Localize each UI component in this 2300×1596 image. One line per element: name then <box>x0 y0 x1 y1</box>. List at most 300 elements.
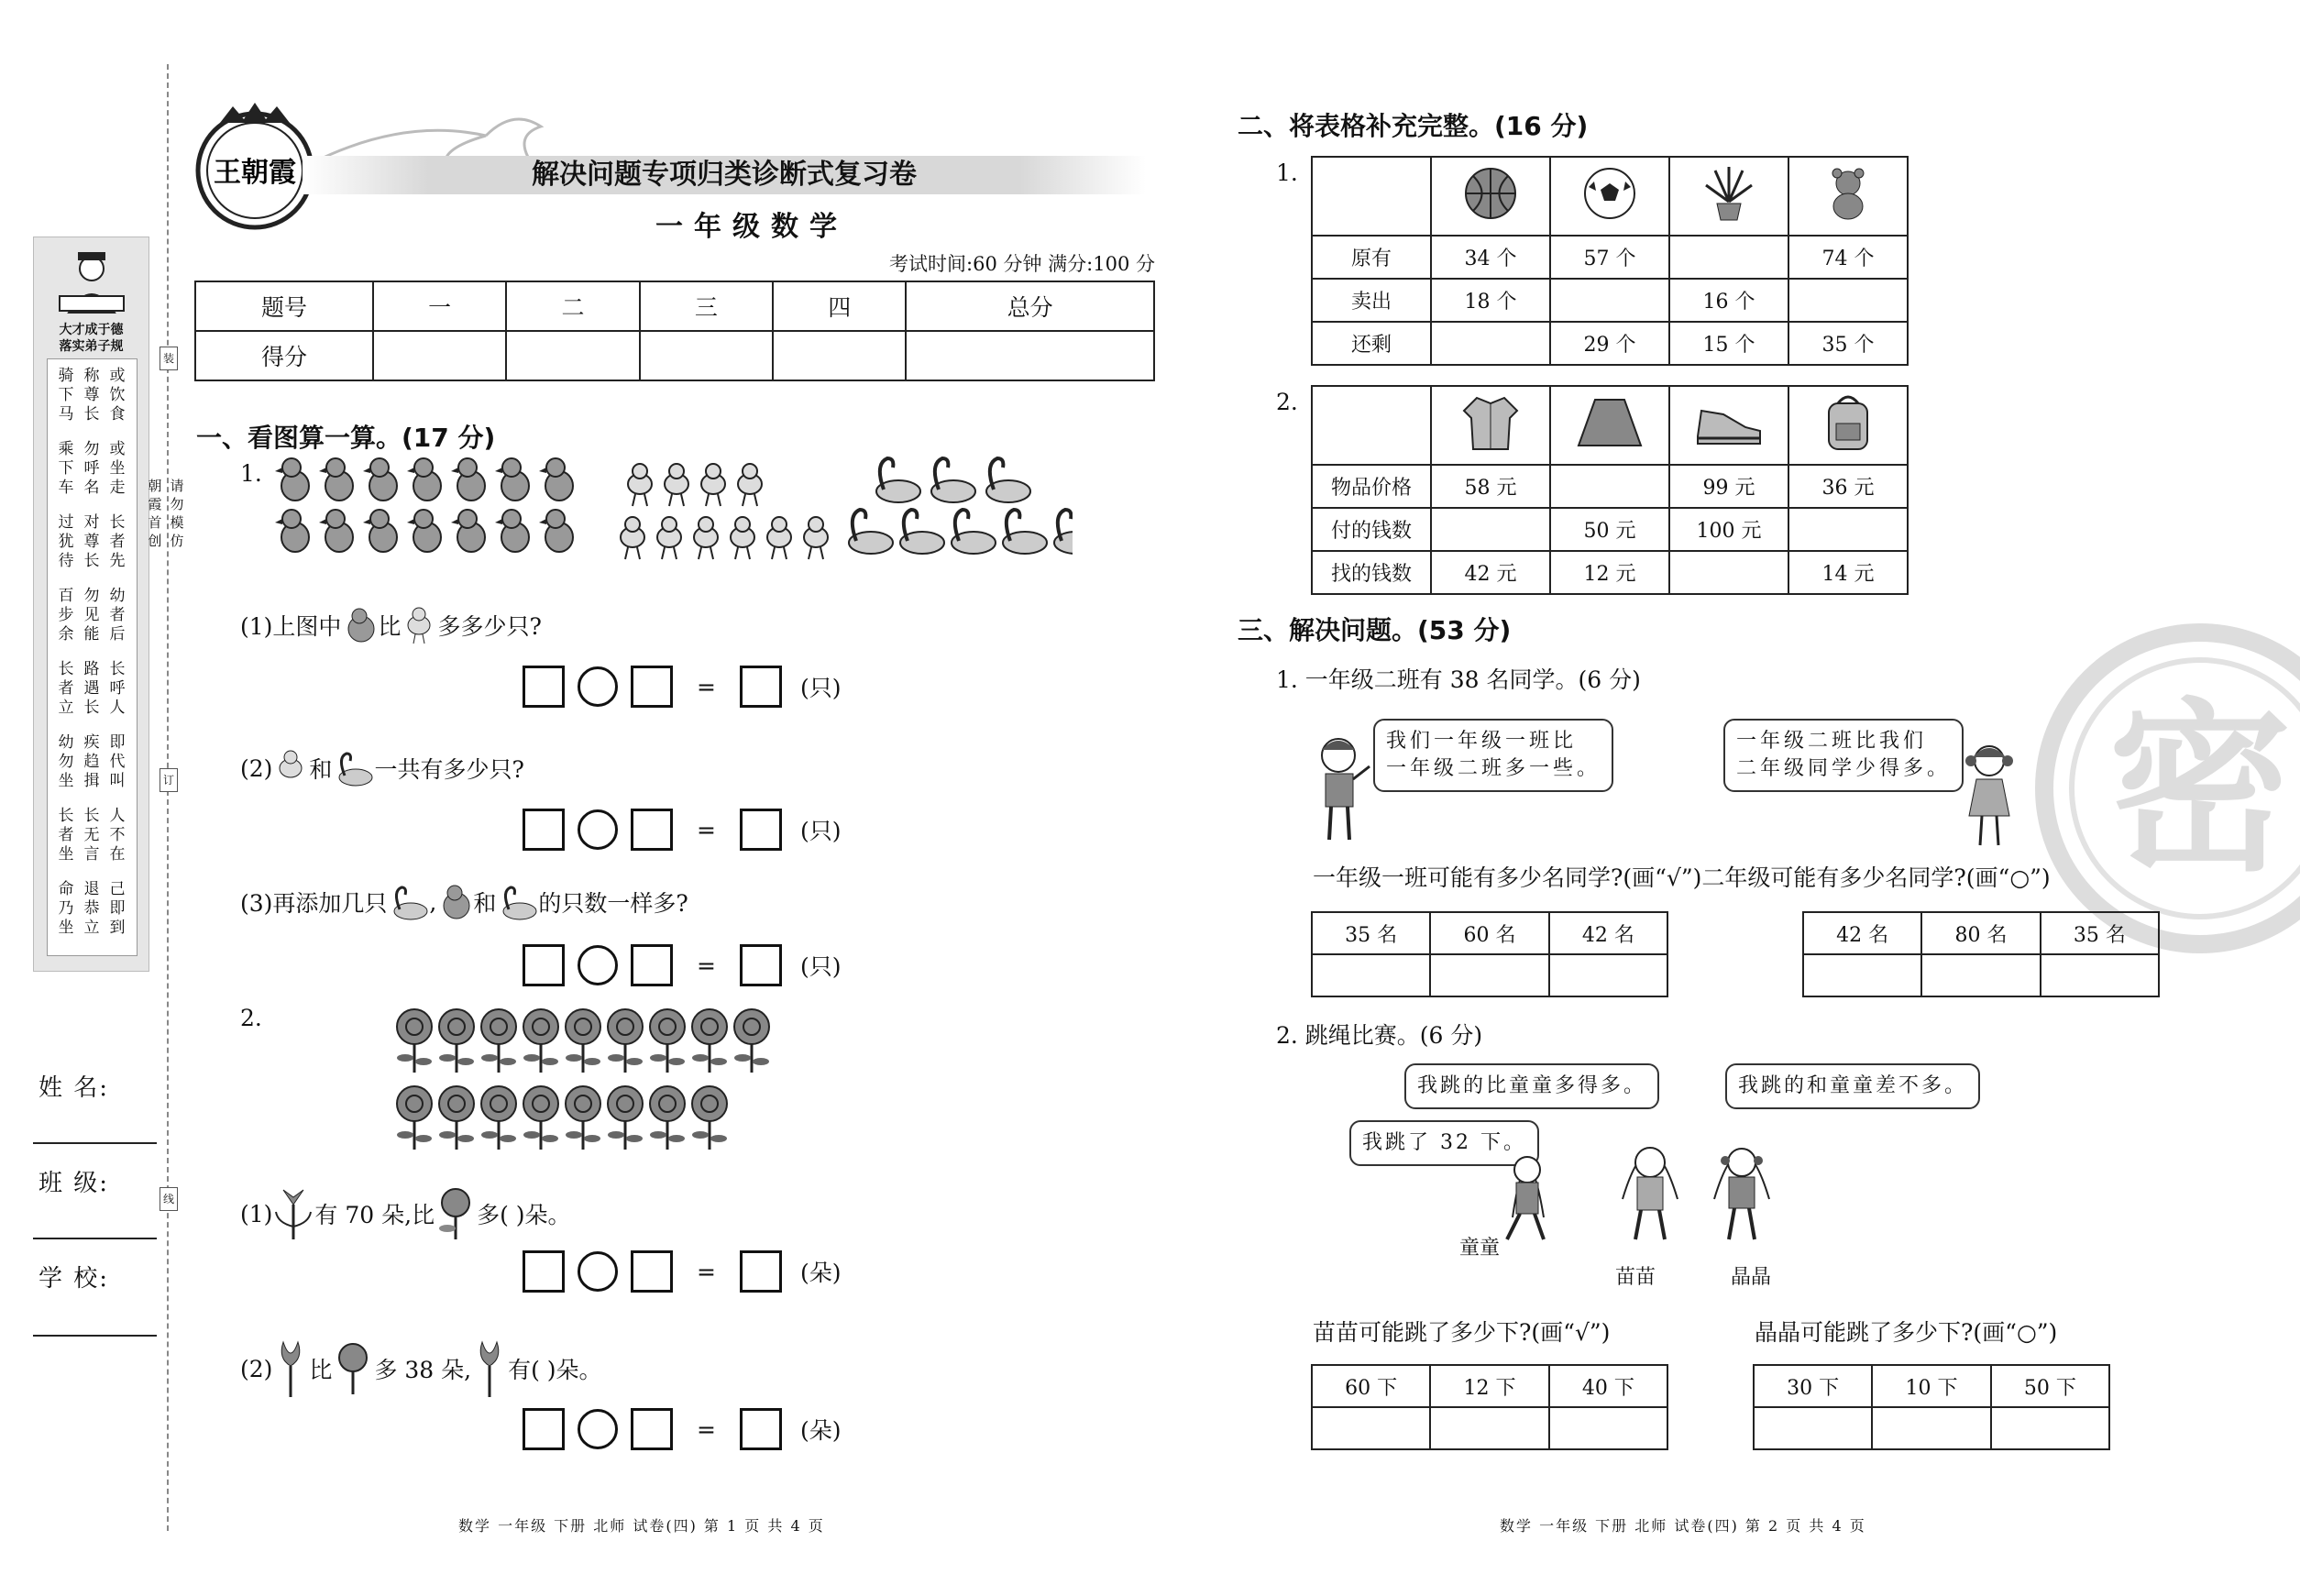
question-text: , <box>429 888 437 916</box>
maxim-char: 坐 <box>58 772 74 790</box>
name-tongtong: 童童 <box>1459 1237 1501 1260</box>
option-cell: 10 下 <box>1872 1365 1990 1407</box>
operator-circle[interactable] <box>578 1409 618 1449</box>
swan-icon <box>931 458 975 502</box>
maxim-char: 步 <box>58 606 74 624</box>
chick-icon <box>539 458 573 501</box>
table-cell[interactable] <box>1788 508 1908 551</box>
notice-char: 勿 <box>170 496 184 512</box>
maxim-char: 退 <box>83 880 100 898</box>
question-text: 比 <box>378 613 402 640</box>
maxim-char: 饮 <box>109 386 126 404</box>
maxim-column <box>81 367 103 424</box>
maxim-char: 立 <box>83 919 100 937</box>
table-cell: 14 元 <box>1788 551 1908 594</box>
duckling-icon <box>272 748 309 788</box>
duckling-icon <box>701 464 725 506</box>
jump-count-table-2 <box>1753 1364 2110 1450</box>
maxim-char: 恭 <box>83 899 100 918</box>
rose-icon <box>566 1086 600 1150</box>
maxim-column <box>55 513 77 571</box>
swan-icon <box>387 882 429 922</box>
maxim-char: 言 <box>83 845 100 864</box>
question-text: 和 <box>309 756 333 783</box>
table-cell[interactable] <box>1431 508 1550 551</box>
maxim-char: 勿 <box>83 440 100 458</box>
score-header-cell: 三 <box>640 281 773 331</box>
motto <box>38 322 145 355</box>
row-label: 卖出 <box>1312 279 1431 322</box>
bubble-line: 一年级二班比我们 <box>1736 730 1928 753</box>
rose-icon <box>734 1009 769 1073</box>
row-label: 找的钱数 <box>1312 551 1431 594</box>
table-cell: 36 元 <box>1788 465 1908 508</box>
swan-icon <box>1003 510 1047 554</box>
table-cell[interactable] <box>1431 322 1550 365</box>
rose-icon <box>439 1009 474 1073</box>
question-text: 多多少只? <box>437 613 542 640</box>
school-label: 学 校: <box>39 1265 110 1293</box>
maxim-char: 见 <box>83 606 100 624</box>
maxim-column <box>81 807 103 864</box>
maxims-panel <box>47 358 138 956</box>
chick-icon <box>363 510 397 552</box>
maxim-char: 勿 <box>58 753 74 771</box>
table-cell: 16 个 <box>1669 279 1788 322</box>
maxim-char: 长 <box>83 807 100 825</box>
section3-title: 三、解决问题。(53 分) <box>1238 615 1512 645</box>
maxim-char: 能 <box>83 625 100 644</box>
maxim-column <box>106 733 128 791</box>
notice-char: 朝 <box>148 478 162 494</box>
rose-icon <box>439 1086 474 1150</box>
problem-number: 1. <box>240 460 262 487</box>
option-cell: 42 名 <box>1549 912 1667 954</box>
score-input-cell[interactable] <box>506 331 639 380</box>
maxim-char: 勿 <box>83 587 100 605</box>
backpack-icon <box>1816 391 1880 455</box>
motto-line: 大才成于德 <box>59 323 124 337</box>
maxim-char: 坐 <box>58 845 74 864</box>
option-cell: 35 名 <box>2041 912 2159 954</box>
maxim-char: 乘 <box>58 440 74 458</box>
maxim-char: 幼 <box>109 587 126 605</box>
fold-mark: 线 <box>160 1187 178 1211</box>
mark-cell[interactable] <box>1803 954 1921 996</box>
maxim-char: 长 <box>109 513 126 532</box>
item-cell <box>1788 386 1908 465</box>
score-header-cell: 二 <box>506 281 639 331</box>
answer-box[interactable] <box>740 1250 782 1293</box>
chick-icon <box>275 458 309 501</box>
answer-box[interactable] <box>740 809 782 851</box>
maxim-char: 或 <box>109 440 126 458</box>
mark-cell[interactable] <box>1991 1407 2109 1449</box>
table-cell[interactable] <box>1669 551 1788 594</box>
equals-sign: = <box>697 1415 716 1443</box>
table-cell: 58 元 <box>1431 465 1550 508</box>
question-2-1 <box>240 1186 571 1241</box>
table-cell: 15 个 <box>1669 322 1788 365</box>
question-text: 有 70 朵,比 <box>314 1202 435 1228</box>
rose-icon <box>481 1086 516 1150</box>
maxim-column <box>106 513 128 571</box>
mark-cell[interactable] <box>1754 1407 1872 1449</box>
maxim-char: 者 <box>109 606 126 624</box>
item-cell <box>1431 386 1550 465</box>
chick-icon <box>495 458 529 501</box>
question-text: 有( )朵。 <box>508 1357 602 1383</box>
notice-char: 仿 <box>170 533 184 549</box>
maxim-char: 长 <box>83 699 100 717</box>
table-cell[interactable] <box>1550 279 1669 322</box>
question-text: 比 <box>309 1357 333 1383</box>
swan-icon <box>900 510 944 554</box>
table-cell: 100 元 <box>1669 508 1788 551</box>
maxim-char: 立 <box>58 699 74 717</box>
question-2-2 <box>240 1338 602 1399</box>
swan-icon <box>952 510 996 554</box>
logo-text: 王朝霞 <box>214 157 296 189</box>
rose-icon <box>397 1009 432 1073</box>
operator-circle[interactable] <box>578 666 618 707</box>
name-label: 姓 名: <box>39 1074 110 1102</box>
problem-number: 2. <box>240 1005 262 1031</box>
maxim-column <box>81 660 103 718</box>
maxim-column <box>55 880 77 938</box>
mark-cell[interactable] <box>1312 954 1430 996</box>
maxim-column <box>106 807 128 864</box>
skirt-icon <box>1573 391 1646 455</box>
option-cell: 60 名 <box>1430 912 1548 954</box>
question-1-1 <box>240 605 542 645</box>
maxim-char: 者 <box>109 533 126 551</box>
duckling-icon <box>665 464 688 506</box>
table-2 <box>1311 385 1909 595</box>
rose-icon <box>435 1186 477 1241</box>
duckling-icon <box>657 517 681 559</box>
answer-box[interactable] <box>631 944 673 986</box>
option-cell: 60 下 <box>1312 1365 1430 1407</box>
fold-mark: 装 <box>160 347 178 370</box>
tulip-icon <box>471 1338 508 1399</box>
rose-icon <box>566 1009 600 1073</box>
question-text: 的只数一样多? <box>538 890 688 917</box>
maxim-char: 即 <box>109 899 126 918</box>
maxim-char: 车 <box>58 479 74 497</box>
notice-char: 创 <box>148 533 162 549</box>
unit-label: (朵) <box>799 1417 842 1444</box>
swan-icon <box>876 458 920 502</box>
maxim-column <box>55 733 77 791</box>
unit-label: (只) <box>799 675 842 701</box>
section1-title: 一、看图算一算。(17 分) <box>196 423 496 453</box>
page-subtitle: 一年级数学 <box>655 211 848 243</box>
maxim-char: 人 <box>109 807 126 825</box>
sidebar-strip <box>33 237 149 972</box>
table-cell: 74 个 <box>1788 236 1908 279</box>
mark-cell[interactable] <box>1872 1407 1990 1449</box>
maxim-column <box>55 587 77 644</box>
chick-icon <box>539 510 573 552</box>
score-input-cell[interactable] <box>373 331 506 380</box>
maxim-column <box>106 440 128 498</box>
option-cell: 42 名 <box>1803 912 1921 954</box>
girl-illustration <box>1956 739 2020 849</box>
score-header-cell: 总分 <box>906 281 1154 331</box>
option-cell: 30 下 <box>1754 1365 1872 1407</box>
mark-cell[interactable] <box>1549 954 1667 996</box>
score-table <box>194 281 1155 381</box>
duckling-icon <box>767 517 791 559</box>
row-label: 原有 <box>1312 236 1431 279</box>
maxim-char: 在 <box>109 845 126 864</box>
maxim-char: 遇 <box>83 679 100 698</box>
answer-box[interactable] <box>631 1250 673 1293</box>
name-field[interactable] <box>33 1142 157 1144</box>
class-size-table-1 <box>1311 911 1668 997</box>
chick-icon <box>363 458 397 501</box>
footer-left: 数学 一年级 下册 北师 试卷(四) 第 1 页 共 4 页 <box>458 1517 825 1535</box>
equation-row <box>523 666 841 708</box>
mark-cell[interactable] <box>1549 1407 1667 1449</box>
notice-char: 模 <box>170 514 184 531</box>
maxim-char: 百 <box>58 587 74 605</box>
duckling-icon <box>401 605 437 645</box>
equals-sign: = <box>697 1258 716 1285</box>
option-cell: 50 下 <box>1991 1365 2109 1407</box>
question-text: 一共有多少只? <box>374 756 524 783</box>
duckling-icon <box>804 517 828 559</box>
chick-icon <box>451 510 485 552</box>
question-text: 多( )朵。 <box>477 1202 571 1228</box>
chick-icon <box>319 510 353 552</box>
lily-icon <box>272 1186 314 1241</box>
rose-icon <box>692 1086 727 1150</box>
table-cell: 57 个 <box>1550 236 1669 279</box>
speech-bubble-girl <box>1723 719 1964 792</box>
maxim-char: 呼 <box>109 679 126 698</box>
equation-row <box>523 1250 841 1293</box>
jump-rope-illustration <box>1485 1126 1815 1282</box>
answer-box[interactable] <box>631 809 673 851</box>
table-cell: 42 元 <box>1431 551 1550 594</box>
option-cell: 40 下 <box>1549 1365 1667 1407</box>
equals-sign: = <box>697 816 716 843</box>
class-label: 班 级: <box>39 1170 110 1197</box>
maxim-char: 幼 <box>58 733 74 752</box>
maxim-char: 或 <box>109 367 126 385</box>
maxim-char: 长 <box>109 660 126 678</box>
basketball-icon <box>1462 165 1519 222</box>
rose-icon <box>608 1086 643 1150</box>
maxim-char: 趋 <box>83 753 100 771</box>
operator-circle[interactable] <box>578 809 618 850</box>
maxim-char: 食 <box>109 405 126 424</box>
speech-bubble-boy <box>1373 719 1613 792</box>
maxim-char: 命 <box>58 880 74 898</box>
maxim-char: 下 <box>58 459 74 478</box>
equation-row <box>523 809 841 851</box>
maxim-char: 对 <box>83 513 100 532</box>
item-cell <box>1550 157 1669 236</box>
operator-circle[interactable] <box>578 1251 618 1292</box>
motto-line: 落实弟子规 <box>59 339 124 354</box>
maxim-char: 坐 <box>109 459 126 478</box>
table-cell: 12 元 <box>1550 551 1669 594</box>
maxim-column <box>81 733 103 791</box>
maxim-char: 坐 <box>58 919 74 937</box>
copyright-notice <box>147 477 185 550</box>
table-cell: 29 个 <box>1550 322 1669 365</box>
question-miaomiao: 苗苗可能跳了多少下?(画“√”) <box>1313 1319 1611 1346</box>
table-number: 1. <box>1276 160 1298 186</box>
row-label: 还剩 <box>1312 322 1431 365</box>
notice-char: 首 <box>148 514 162 531</box>
question-text: 和 <box>473 890 497 917</box>
answer-box[interactable] <box>523 809 565 851</box>
class-field[interactable] <box>33 1238 157 1239</box>
item-cell <box>1669 386 1788 465</box>
speech-bubble-miaomiao: 我跳的比童童多得多。 <box>1404 1063 1659 1109</box>
notice-col <box>147 477 163 550</box>
answer-box[interactable] <box>523 944 565 986</box>
maxim-column <box>81 440 103 498</box>
answer-box[interactable] <box>523 666 565 708</box>
maxim-char: 不 <box>109 826 126 844</box>
answer-box[interactable] <box>740 944 782 986</box>
item-cell <box>1669 157 1788 236</box>
chick-icon <box>436 882 473 922</box>
maxim-char: 呼 <box>83 459 100 478</box>
soccer-ball-icon <box>1581 165 1638 222</box>
maxim-char: 长 <box>58 660 74 678</box>
table-cell[interactable] <box>1788 279 1908 322</box>
item-cell <box>1788 157 1908 236</box>
tongtong-figure <box>1507 1157 1544 1239</box>
swan-icon <box>332 748 374 788</box>
option-cell: 12 下 <box>1430 1365 1548 1407</box>
mark-cell[interactable] <box>2041 954 2159 996</box>
answer-box[interactable] <box>631 1408 673 1450</box>
maxim-char: 即 <box>109 733 126 752</box>
equals-sign: = <box>697 952 716 979</box>
rose-icon <box>523 1009 558 1073</box>
answer-box[interactable] <box>740 1408 782 1450</box>
item-cell <box>1431 157 1550 236</box>
option-cell: 80 名 <box>1921 912 2040 954</box>
potted-plant-icon <box>1700 165 1757 222</box>
table-cell: 35 个 <box>1788 322 1908 365</box>
mark-cell[interactable] <box>1921 954 2040 996</box>
maxim-char: 到 <box>109 919 126 937</box>
mark-cell[interactable] <box>1312 1407 1430 1449</box>
score-input-cell[interactable] <box>773 331 906 380</box>
chick-icon <box>319 458 353 501</box>
maxim-char: 马 <box>58 405 74 424</box>
answer-box[interactable] <box>631 666 673 708</box>
chick-icon <box>495 510 529 552</box>
equals-sign: = <box>697 673 716 700</box>
maxim-char: 长 <box>83 552 100 570</box>
maxim-column <box>106 660 128 718</box>
score-header-cell: 一 <box>373 281 506 331</box>
maxim-char: 疾 <box>83 733 100 752</box>
question-text: (1)上图中 <box>240 613 342 640</box>
maxim-char: 己 <box>109 880 126 898</box>
maxim-char: 走 <box>109 479 126 497</box>
question-text: (2) <box>240 1355 273 1382</box>
mark-cell[interactable] <box>1430 1407 1548 1449</box>
table-cell[interactable] <box>1669 236 1788 279</box>
rose-icon <box>523 1086 558 1150</box>
problem-3-2: 2. 跳绳比赛。(6 分) <box>1276 1022 1483 1049</box>
chick-icon <box>407 458 441 501</box>
question-jingjing: 晶晶可能跳了多少下?(画“○”) <box>1755 1319 2058 1346</box>
question-1-3 <box>240 882 688 922</box>
table-cell: 18 个 <box>1431 279 1550 322</box>
maxim-char: 称 <box>83 367 100 385</box>
maxim-char: 叫 <box>109 772 126 790</box>
mark-cell[interactable] <box>1430 954 1548 996</box>
speech-bubble-jingjing: 我跳的和童童差不多。 <box>1725 1063 1980 1109</box>
miaomiao-figure <box>1623 1148 1678 1239</box>
jingjing-figure <box>1714 1149 1769 1239</box>
binding-line <box>167 64 169 1531</box>
rose-icon <box>692 1009 727 1073</box>
chick-icon <box>451 458 485 501</box>
bubble-line: 二年级同学少得多。 <box>1736 757 1952 780</box>
rose-icon <box>481 1009 516 1073</box>
question-text: 多 38 朵, <box>374 1357 472 1383</box>
sneaker-icon <box>1692 391 1766 455</box>
answer-box[interactable] <box>523 1408 565 1450</box>
table-corner-cell <box>1312 157 1431 236</box>
jump-count-table-1 <box>1311 1364 1668 1450</box>
row-label: 付的钱数 <box>1312 508 1431 551</box>
unit-label: (朵) <box>799 1260 842 1286</box>
duckling-icon <box>628 464 652 506</box>
answer-box[interactable] <box>740 666 782 708</box>
section2-title: 二、将表格补充完整。(16 分) <box>1238 111 1589 141</box>
maxim-column <box>106 367 128 424</box>
row-label: 物品价格 <box>1312 465 1431 508</box>
maxim-char: 先 <box>109 552 126 570</box>
operator-circle[interactable] <box>578 945 618 985</box>
class-size-table-2 <box>1802 911 2160 997</box>
table-cell: 34 个 <box>1431 236 1550 279</box>
rose-icon <box>332 1341 374 1396</box>
maxim-char: 待 <box>58 552 74 570</box>
answer-box[interactable] <box>523 1250 565 1293</box>
boy-illustration <box>1309 733 1373 843</box>
rose-icon <box>650 1086 685 1150</box>
name-jingjing: 晶晶 <box>1731 1266 1772 1289</box>
duckling-icon <box>738 464 762 506</box>
jacket-icon <box>1458 391 1523 455</box>
maxim-column <box>81 880 103 938</box>
table-cell[interactable] <box>1550 465 1669 508</box>
maxim-char: 尊 <box>83 533 100 551</box>
maxim-column <box>106 587 128 644</box>
table-cell: 50 元 <box>1550 508 1669 551</box>
maxim-column <box>55 660 77 718</box>
score-input-cell[interactable] <box>640 331 773 380</box>
school-field[interactable] <box>33 1335 157 1337</box>
score-input-cell[interactable] <box>906 331 1154 380</box>
chick-icon <box>275 510 309 552</box>
maxim-char: 揖 <box>83 772 100 790</box>
